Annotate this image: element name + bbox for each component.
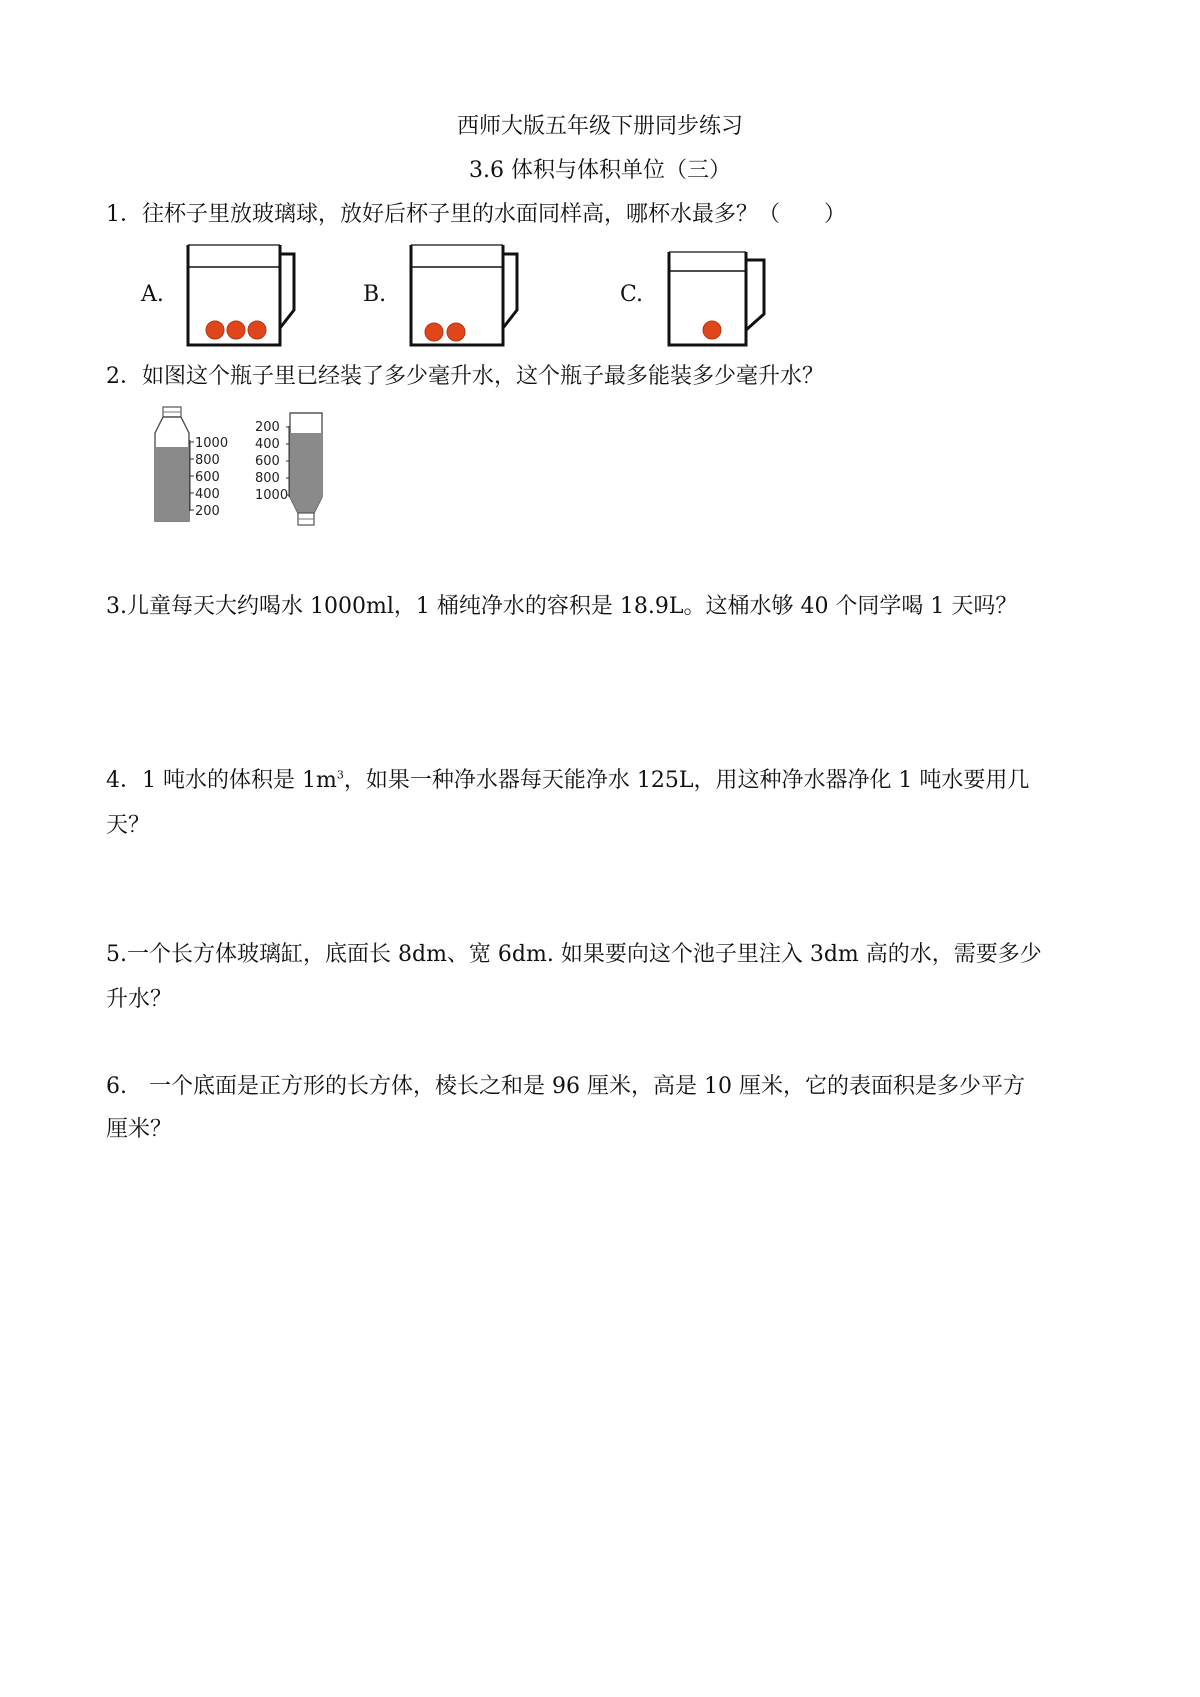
tick-label: 600 [255, 454, 280, 469]
option-a-label: A. [141, 282, 164, 307]
tick-label: 400 [195, 487, 220, 502]
question-4-line-2: 天？ [106, 813, 151, 838]
question-4-line-1 [106, 766, 1029, 796]
question-3-text: 3.儿童每天大约喝水 1000ml，1 桶纯净水的容积是 18.9L。这桶水够 40 个同学喝 1 天吗？ [106, 594, 1018, 619]
question-6-line-1: 6. 一个底面是正方形的长方体，棱长之和是 96 厘米，高是 10 厘米，它的表面积是多少平方 [106, 1074, 1025, 1099]
question-5-line-2: 升水？ [106, 987, 173, 1012]
tick-label: 1000 [195, 436, 229, 451]
glass-ball [227, 321, 245, 339]
glass-ball [703, 321, 721, 339]
tick-label: 800 [195, 453, 220, 468]
question-4-rest: ，如果一种净水器每天能净水 125L，用这种净水器净化 1 吨水要用几 [343, 768, 1030, 793]
tick-label: 400 [255, 437, 280, 452]
glass-ball [206, 321, 224, 339]
option-c-label: C. [620, 282, 644, 307]
cup-a-figure [180, 240, 310, 350]
cup-b-figure [403, 240, 533, 350]
tick-label: 1000 [255, 488, 289, 503]
inverted-bottle-figure [252, 405, 372, 535]
glass-ball [248, 321, 266, 339]
question-2-text: 2．如图这个瓶子里已经装了多少毫升水，这个瓶子最多能装多少毫升水？ [106, 364, 824, 389]
page-title: 西师大版五年级下册同步练习 [456, 114, 743, 139]
question-5-line-1: 5.一个长方体玻璃缸，底面长 8dm、宽 6dm. 如果要向这个池子里注入 3dm 高的水，需要多少 [106, 942, 1042, 967]
cup-c-figure [661, 240, 791, 350]
tick-label: 600 [195, 470, 220, 485]
question-6-line-2: 厘米？ [106, 1117, 173, 1142]
tick-label: 200 [195, 504, 220, 519]
page-subtitle: 3.6 体积与体积单位（三） [469, 158, 731, 183]
glass-ball [425, 323, 443, 341]
question-4-prefix: 4．1 吨水的体积是 1m [106, 768, 337, 793]
question-1-text: 1．往杯子里放玻璃球，放好后杯子里的水面同样高，哪杯水最多？（ ） [106, 202, 846, 227]
cubic-exponent: 3 [336, 768, 344, 782]
tick-label: 800 [255, 471, 280, 486]
glass-ball [447, 323, 465, 341]
tick-label: 200 [255, 420, 280, 435]
option-b-label: B. [363, 282, 387, 307]
